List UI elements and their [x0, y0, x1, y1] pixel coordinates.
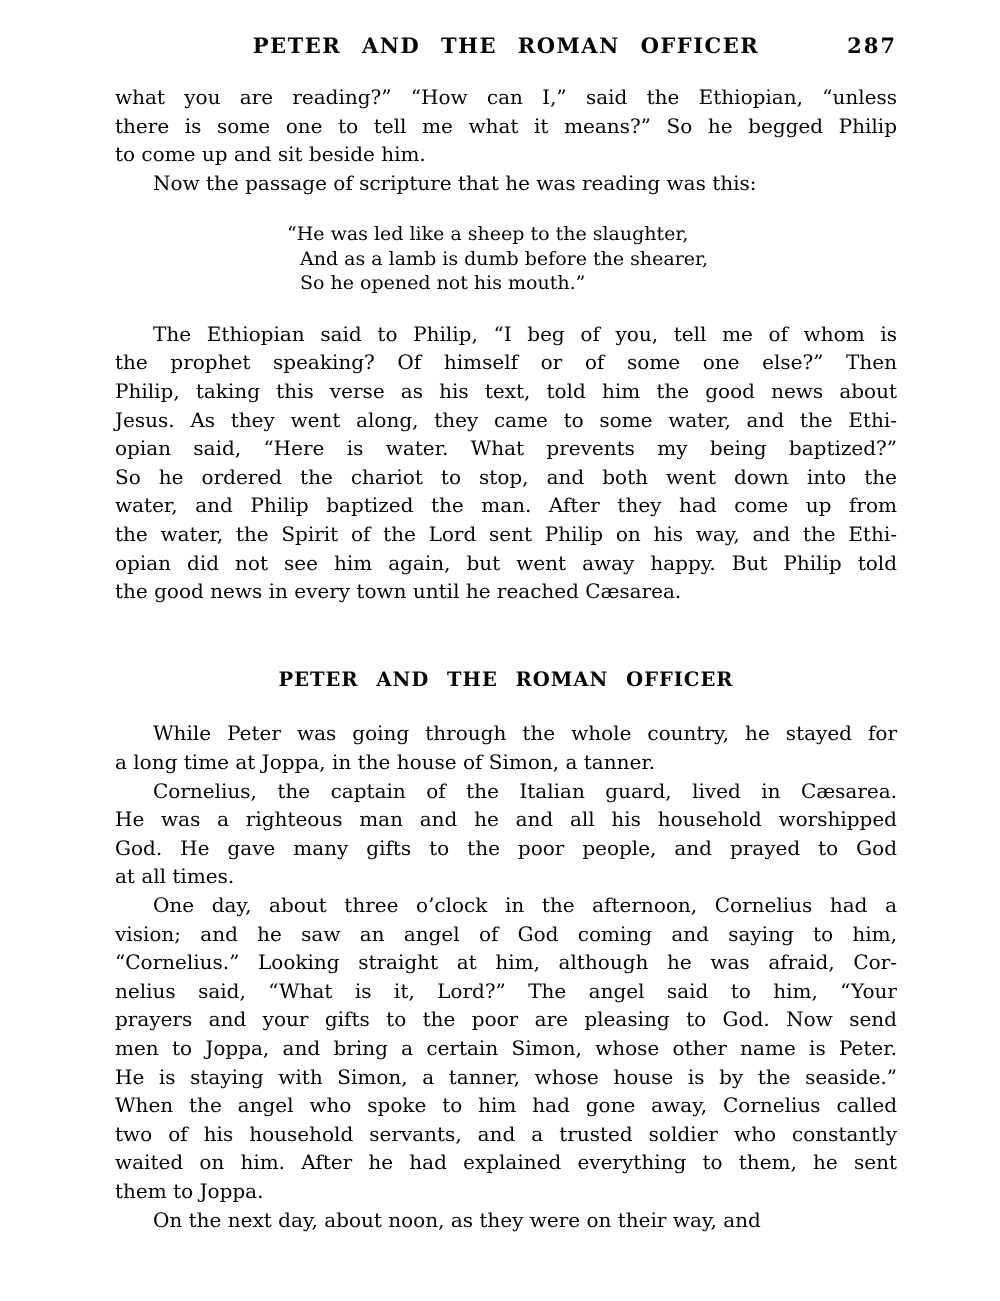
text-line: prayers and your gifts to the poor are pleasing to God. Now send — [115, 1007, 897, 1032]
text-line: what you are reading?” “How can I,” said the Ethiopian, “unless — [115, 85, 897, 109]
paragraph — [115, 169, 897, 198]
text-line: men to Joppa, and bring a certain Simon, whose other name is Peter. — [115, 1035, 897, 1060]
paragraph — [115, 1206, 897, 1235]
text-line: nelius said, “What is it, Lord?” The angel said to him, “Your — [115, 978, 897, 1003]
text-line: He is staying with Simon, a tanner, whose house is by the seaside.” — [115, 1064, 897, 1089]
verse-quote — [287, 222, 897, 296]
text-line: two of his household servants, and a trusted soldier who constantly — [115, 1121, 897, 1146]
text-line: there is some one to tell me what it means?” So he begged Philip — [115, 113, 897, 138]
text-line: opian did not see him again, but went away happy. But Philip told — [115, 550, 897, 575]
text-line: Cornelius, the captain of the Italian guard, lived in Cæsarea. — [153, 778, 897, 803]
text-line: Jesus. As they went along, they came to some water, and the Ethi- — [115, 407, 897, 432]
text-line: On the next day, about noon, as they were on their way, and — [153, 1207, 761, 1232]
text-line: One day, about three o’clock in the afternoon, Cornelius had a — [153, 892, 897, 917]
text-line: So he opened not his mouth.” — [300, 272, 586, 295]
text-line: God. He gave many gifts to the poor people, and prayed to God — [115, 835, 897, 860]
text-line: them to Joppa. — [115, 1178, 264, 1203]
paragraph — [115, 320, 897, 606]
running-head-title: PETER AND THE ROMAN OFFICER — [252, 33, 760, 58]
text-line: the good news in every town until he reached Cæsarea. — [115, 579, 682, 604]
text-line: So he ordered the chariot to stop, and both went down into the — [115, 464, 897, 489]
text-line: The Ethiopian said to Philip, “I beg of you, tell me of whom is — [153, 321, 897, 346]
text-line: at all times. — [115, 864, 235, 889]
text-line: Philip, taking this verse as his text, told him the good news about — [115, 379, 897, 404]
text-line: water, and Philip baptized the man. After they had come up from — [115, 493, 897, 518]
text-line: the prophet speaking? Of himself or of some one else?” Then — [115, 350, 897, 375]
paragraph — [115, 719, 897, 776]
paragraph — [115, 891, 897, 1206]
page-number: 287 — [847, 33, 897, 58]
text-line: “He was led like a sheep to the slaughter, — [287, 223, 689, 246]
text-line: the water, the Spirit of the Lord sent Philip on his way, and the Ethi- — [115, 522, 897, 547]
paragraph — [115, 777, 897, 891]
text-line: When the angel who spoke to him had gone away, Cornelius called — [115, 1093, 897, 1118]
page-body — [115, 83, 897, 1234]
text-line: to come up and sit beside him. — [115, 142, 426, 167]
section-heading: PETER AND THE ROMAN OFFICER — [278, 667, 734, 691]
text-line: He was a righteous man and he and all his household worshipped — [115, 807, 897, 832]
text-line: opian said, “Here is water. What prevents my being baptized?” — [115, 436, 897, 461]
text-line: a long time at Joppa, in the house of Simon, a tanner. — [115, 750, 656, 774]
text-line: While Peter was going through the whole country, he stayed for — [153, 721, 897, 746]
text-line: waited on him. After he had explained everything to them, he sent — [115, 1150, 897, 1175]
paragraph — [115, 83, 897, 169]
text-line: vision; and he saw an angel of God coming and saying to him, — [115, 921, 897, 946]
text-line: And as a lamb is dumb before the shearer, — [300, 247, 709, 270]
running-head — [115, 33, 897, 58]
text-line: “Cornelius.” Looking straight at him, although he was afraid, Cor- — [115, 950, 897, 975]
text-line: Now the passage of scripture that he was reading was this: — [153, 170, 757, 195]
